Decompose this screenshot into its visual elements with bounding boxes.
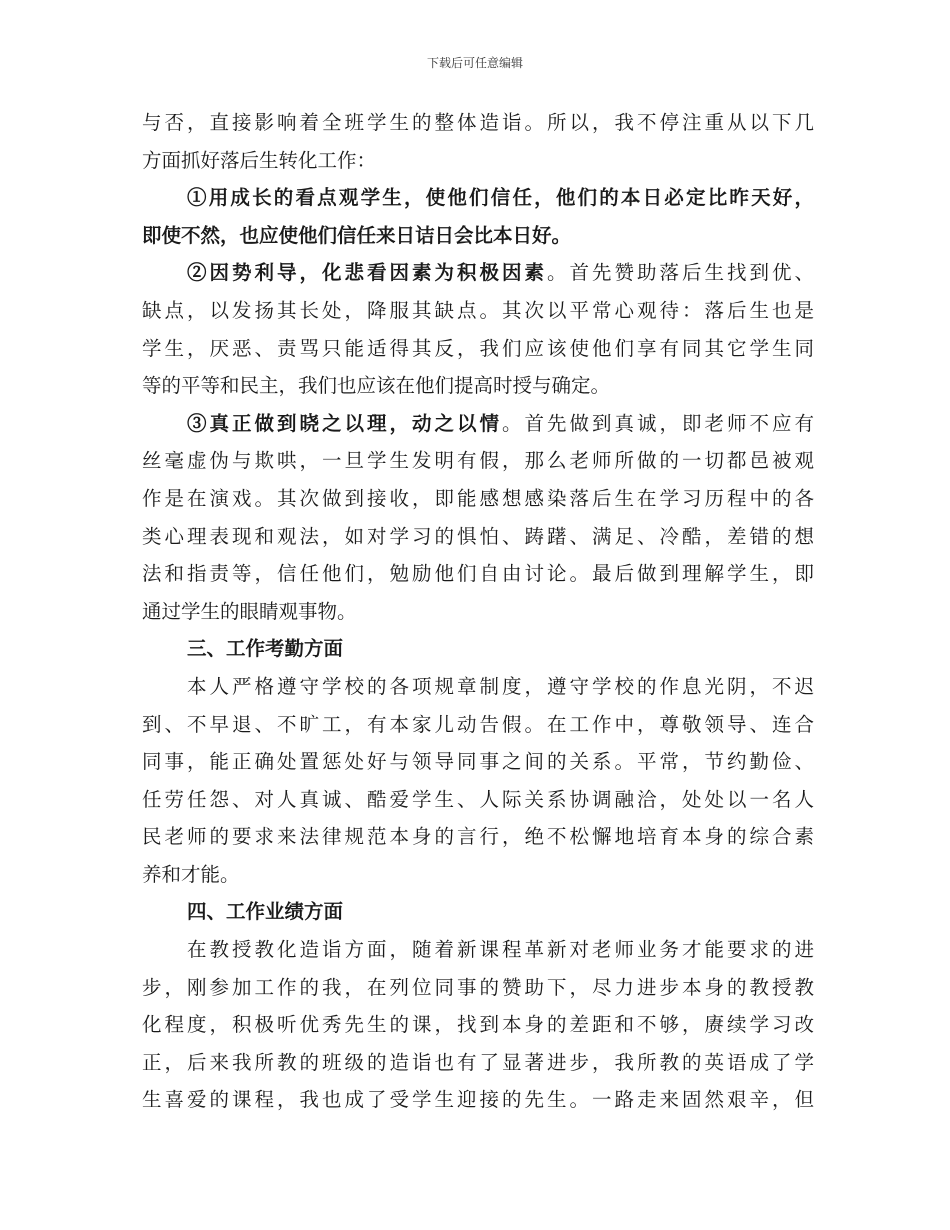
text-segment: 即使不然，也应使他们信任来日诘日会比本日好。 <box>142 223 572 247</box>
text-segment: 正，后来我所教的班级的造诣也有了显著进步，我所教的英语成了学 <box>142 1050 814 1074</box>
text-segment: ②因势利导，化悲看因素为积极因素 <box>187 261 547 285</box>
text-line <box>142 1006 814 1044</box>
text-line <box>142 179 814 217</box>
body-text <box>142 104 814 1119</box>
text-line <box>142 743 814 781</box>
text-segment: ③真正做到晓之以理，动之以情 <box>187 411 502 435</box>
text-line <box>142 555 814 593</box>
page-header: 下载后可任意编辑 <box>426 56 523 70</box>
text-line <box>142 1044 814 1082</box>
text-line <box>142 781 814 819</box>
text-line <box>142 931 814 969</box>
text-segment: 任劳任怨、对人真诚、酷爱学生、人际关系协调融洽，处处以一名人 <box>142 787 814 811</box>
section-heading <box>142 893 814 931</box>
text-line <box>142 254 814 292</box>
text-line <box>142 518 814 556</box>
text-segment: 类心理表现和观法，如对学习的惧怕、踌躇、满足、冷酷，差错的想 <box>142 524 814 548</box>
text-segment: 生喜爱的课程，我也成了受学生迎接的先生。一路走来固然艰辛，但 <box>142 1088 814 1112</box>
text-line <box>142 480 814 518</box>
text-line <box>142 292 814 330</box>
text-line <box>142 593 814 631</box>
text-segment: 缺点，以发扬其长处，降服其缺点。其次以平常心观待：落后生也是 <box>142 298 814 322</box>
text-line <box>142 405 814 443</box>
text-segment: 方面抓好落后生转化工作： <box>142 148 377 172</box>
text-segment: 通过学生的眼睛观事物。 <box>142 599 357 623</box>
text-line <box>142 1081 814 1119</box>
text-segment: 。首先做到真诚，即老师不应有 <box>501 411 814 435</box>
text-segment: 四、工作业绩方面 <box>187 900 344 924</box>
text-segment: 丝毫虚伪与欺哄，一旦学生发明有假，那么老师所做的一切都邑被观 <box>142 449 814 473</box>
text-segment: 同事，能正确处置惩处好与领导同事之间的关系。平常，节约勤俭、 <box>142 750 814 774</box>
text-line <box>142 142 814 180</box>
text-segment: 步，刚参加工作的我，在列位同事的赞助下，尽力进步本身的教授教 <box>142 975 814 999</box>
text-segment: ①用成长的看点观学生，使他们信任，他们的本日必定比昨天好， <box>187 186 814 210</box>
text-segment: 本人严格遵守学校的各项规章制度，遵守学校的作息光阴，不迟 <box>187 674 814 698</box>
text-segment: 作是在演戏。其次做到接收，即能感想感染落后生在学习历程中的各 <box>142 486 814 510</box>
text-line <box>142 330 814 368</box>
text-segment: 化程度，积极听优秀先生的课，找到本身的差距和不够，赓续学习改 <box>142 1013 814 1037</box>
text-line <box>142 104 814 142</box>
text-line <box>142 367 814 405</box>
text-segment: 到、不早退、不旷工，有本家儿动告假。在工作中，尊敬领导、连合 <box>142 712 814 736</box>
text-segment: 民老师的要求来法律规范本身的言行，绝不松懈地培育本身的综合素 <box>142 825 814 849</box>
text-line <box>142 217 814 255</box>
text-segment: 。首先赞助落后生找到优、 <box>546 261 814 285</box>
text-segment: 法和指责等，信任他们，勉励他们自由讨论。最后做到理解学生，即 <box>142 562 814 586</box>
text-line <box>142 668 814 706</box>
text-segment: 与否，直接影响着全班学生的整体造诣。所以，我不停注重从以下几 <box>142 111 814 134</box>
text-line <box>142 442 814 480</box>
text-line <box>142 856 814 894</box>
text-line <box>142 818 814 856</box>
text-segment: 三、工作考勤方面 <box>187 637 344 661</box>
text-segment: 学生，厌恶、责骂只能适得其反，我们应该使他们享有同其它学生同 <box>142 336 814 360</box>
text-segment: 等的平等和民主，我们也应该在他们提高时授与确定。 <box>142 374 611 398</box>
text-line <box>142 969 814 1007</box>
text-segment: 养和才能。 <box>142 862 240 886</box>
text-line <box>142 706 814 744</box>
text-segment: 在教授教化造诣方面，随着新课程革新对老师业务才能要求的进 <box>187 938 814 962</box>
section-heading <box>142 630 814 668</box>
